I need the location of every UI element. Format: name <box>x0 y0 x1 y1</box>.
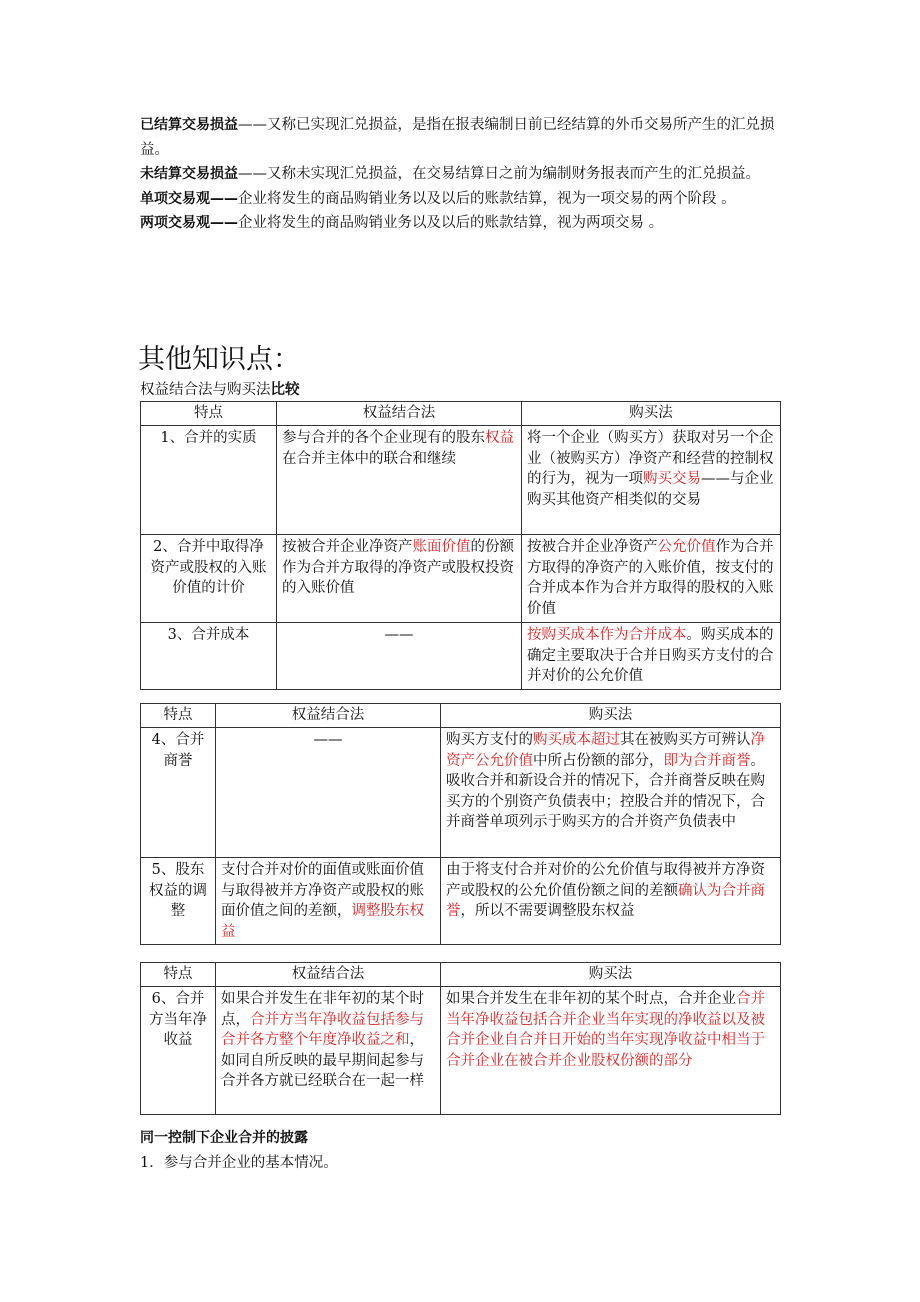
cell-text: 中所占份额的部分， <box>533 752 664 769</box>
purchase-cell <box>522 535 781 623</box>
header-feature: 特点 <box>141 704 216 728</box>
cell-text: —— <box>313 732 343 748</box>
definition-term: 两项交易观—— <box>140 215 238 231</box>
cell-text: ，如同自所反映的最早期间起参与合并各方就已经联合在一起一样 <box>221 1032 424 1089</box>
definition-term: 单项交易观—— <box>140 190 238 207</box>
cell-text: 如果合并发生在非年初的某个时点，合并企业 <box>446 991 736 1007</box>
purchase-cell <box>441 858 781 945</box>
table-row <box>141 623 781 690</box>
cell-text: 其在被购买方可辨认 <box>620 732 751 748</box>
highlighted-text: 购买成本超过 <box>533 732 620 748</box>
cell-text: 将一个企业（购买方）获取对另一个企业（被购买方）净资产和经营的控制权的行为，视为一项 <box>527 430 774 487</box>
header-purchase: 购买法 <box>522 402 781 426</box>
caption-bold: 比较 <box>270 382 300 398</box>
table-row <box>141 858 781 945</box>
feature-cell: 2、合并中取得净资产或股权的入账价值的计价 <box>141 535 277 623</box>
definition-3 <box>140 187 780 212</box>
header-pooling: 权益结合法 <box>216 704 441 728</box>
highlighted-text: 权益 <box>485 430 514 446</box>
pooling-cell <box>216 728 441 858</box>
table-row <box>141 728 781 858</box>
cell-text: 支付合并对价的面值或账面价值与取得被并方净资产或股权的账面价值之间的差额， <box>221 862 424 919</box>
header-pooling: 权益结合法 <box>277 402 522 426</box>
definitions-block <box>140 113 780 236</box>
purchase-cell <box>522 426 781 535</box>
table-caption <box>140 378 300 399</box>
pooling-cell <box>216 987 441 1115</box>
disclosure-item: 1．参与合并企业的基本情况。 <box>140 1155 338 1171</box>
highlighted-text: 即为合并商誉 <box>663 752 751 769</box>
disclosure-title: 同一控制下企业合并的披露 <box>140 1130 308 1146</box>
header-purchase: 购买法 <box>441 704 781 728</box>
pooling-cell <box>277 623 522 690</box>
definition-text: ——又称已实现汇兑损益，是指在报表编制日前已经结算的外币交易所产生的汇兑损益。 <box>140 117 775 158</box>
definition-text: 企业将发生的商品购销业务以及以后的账款结算，视为一项交易的两个阶段 。 <box>238 190 736 207</box>
cell-text: 。购买成本的确定主要取决于合并日购买方支付的合并对价的公允价值 <box>527 627 774 684</box>
cell-text: 按被合并企业净资产 <box>527 539 658 555</box>
definition-2 <box>140 162 780 187</box>
cell-text: ——与企业购买其他资产相类似的交易 <box>527 471 774 508</box>
definition-1 <box>140 113 780 162</box>
feature-cell: 6、合并方当年净收益 <box>141 987 216 1115</box>
feature-cell: 5、股东权益的调整 <box>141 858 216 945</box>
definition-text: ——又称未实现汇兑损益，在交易结算日之前为编制财务报表而产生的汇兑损益。 <box>238 166 760 182</box>
highlighted-text: 合并当年净收益包括合并企业当年实现的净收益以及被合并企业自合并日开始的当年实现净收益中相当于合并企业在被合并企业股权份额的部分 <box>446 991 765 1069</box>
highlighted-text: 账面价值 <box>412 539 471 555</box>
highlighted-text: 确认为合并商誉 <box>446 882 765 919</box>
feature-cell: 1、合并的实质 <box>141 426 277 535</box>
highlighted-text: 按购买成本作为合并成本 <box>527 627 687 643</box>
table-row <box>141 987 781 1115</box>
feature-cell: 3、合并成本 <box>141 623 277 690</box>
definition-4 <box>140 211 780 236</box>
highlighted-text: 购买交易 <box>643 471 701 487</box>
pooling-cell <box>277 535 522 623</box>
definition-text: 企业将发生的商品购销业务以及以后的账款结算，视为两项交易 。 <box>238 215 664 231</box>
header-pooling: 权益结合法 <box>216 963 441 987</box>
comparison-table-3 <box>140 962 781 1115</box>
definition-term: 已结算交易损益 <box>140 117 238 133</box>
caption-text: 权益结合法与购买法 <box>140 382 271 398</box>
table-header-row <box>141 704 781 728</box>
comparison-table-1 <box>140 401 781 690</box>
purchase-cell <box>441 987 781 1115</box>
cell-text: —— <box>384 627 414 643</box>
cell-text: 作为合并方取得的净资产的入账价值，按支付的合并成本作为合并方取得的股权的入账价值 <box>527 539 774 617</box>
definition-term: 未结算交易损益 <box>140 166 238 182</box>
cell-text: 的份额作为合并方取得的净资产或股权投资的入账价值 <box>282 539 514 596</box>
cell-text: 购买方支付的 <box>446 732 533 748</box>
table-row <box>141 535 781 623</box>
cell-text: 如果合并发生在非年初的某个时点， <box>221 991 424 1028</box>
feature-cell: 4、合并商誉 <box>141 728 216 858</box>
comparison-table-2 <box>140 703 781 945</box>
cell-text: 由于将支付合并对价的公允价值与取得被并方净资产或股权的公允价值份额之间的差额 <box>446 862 765 899</box>
header-purchase: 购买法 <box>441 963 781 987</box>
purchase-cell <box>441 728 781 858</box>
section-title: 其他知识点： <box>138 344 300 375</box>
cell-text: ，所以不需要调整股东权益 <box>460 903 635 919</box>
cell-text: 参与合并的各个企业现有的股东 <box>282 430 485 446</box>
highlighted-text: 合并方当年净收益包括参与合并各方整个年度净收益之和 <box>221 1011 424 1048</box>
table-header-row <box>141 402 781 426</box>
highlighted-text: 调整股东权益 <box>221 903 424 940</box>
table-row <box>141 426 781 535</box>
cell-text: 在合并主体中的联合和继续 <box>282 450 456 467</box>
pooling-cell <box>216 858 441 945</box>
cell-text: 。吸收合并和新设合并的情况下，合并商誉反映在购买方的个别资产负债表中；控股合并的情况下，合并商誉单项列示于购买方的合并资产负债表中 <box>446 752 765 830</box>
pooling-cell <box>277 426 522 535</box>
highlighted-text: 公允价值 <box>657 539 716 555</box>
highlighted-text: 净资产公允价值 <box>446 732 765 769</box>
cell-text: 按被合并企业净资产 <box>282 539 413 555</box>
table-header-row <box>141 963 781 987</box>
purchase-cell <box>522 623 781 690</box>
header-feature: 特点 <box>141 963 216 987</box>
header-feature: 特点 <box>141 402 277 426</box>
